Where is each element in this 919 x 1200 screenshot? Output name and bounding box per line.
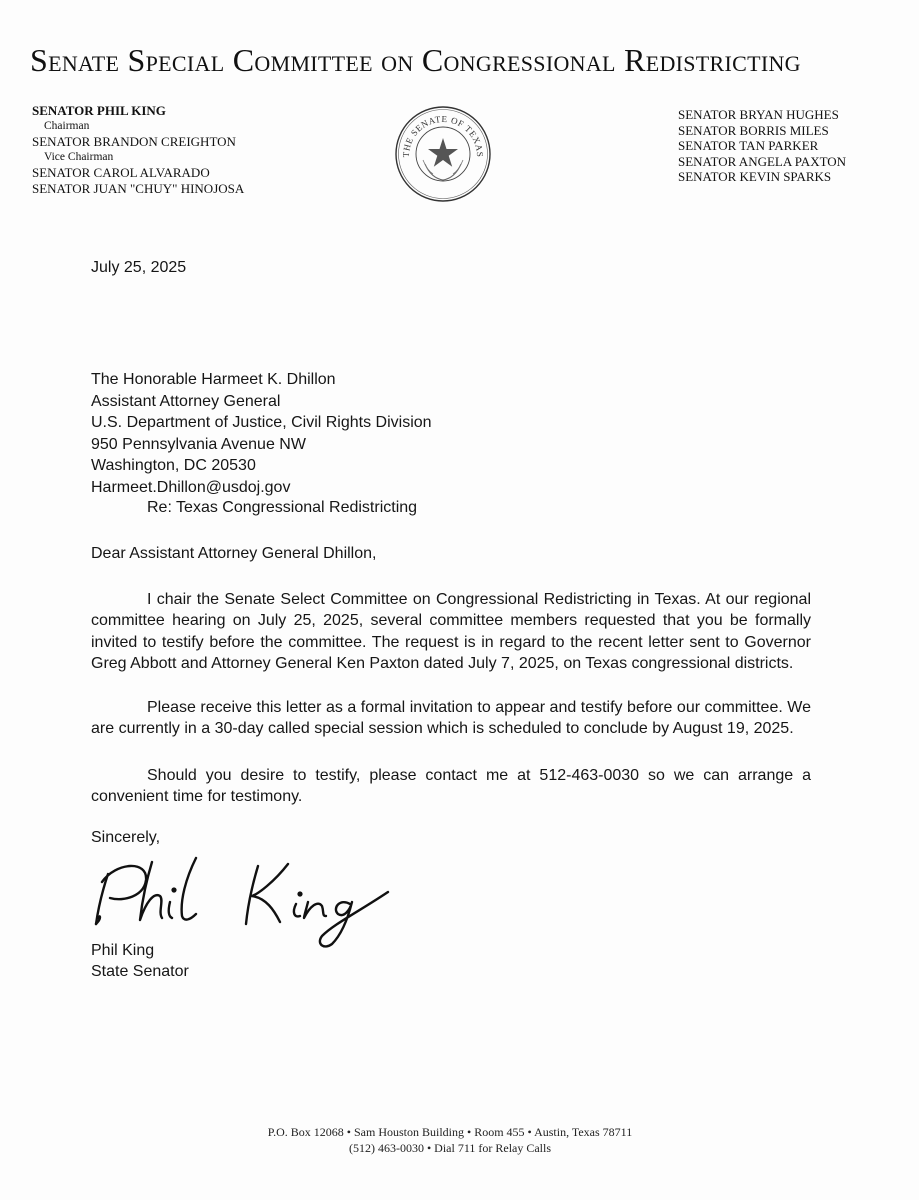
recipient-line: U.S. Department of Justice, Civil Rights Division — [91, 414, 432, 432]
footer-phone: (512) 463-0030 • Dial 711 for Relay Calls — [348, 1141, 552, 1155]
letter-footer — [190, 1124, 710, 1156]
paragraph-text: Should you desire to testify, please contact me at 512-463-0030 so we can arrange a convenient time for testimony. — [91, 767, 811, 806]
member-name: SENATOR KEVIN SPARKS — [678, 169, 832, 184]
signer-title: State Senator — [91, 963, 189, 980]
body-paragraph — [91, 697, 811, 740]
recipient-line: 950 Pennsylvania Avenue NW — [91, 435, 306, 453]
paragraph-text: I chair the Senate Select Committee on Congressional Redistricting in Texas. At our regional committee hearing on July 25, 2025, several committee members requested that you be formally invited to testify before the committee. The request is in regard to the recent letter sent to Governor Greg Abbott and Attorney General Ken Paxton dated July 7, 2025, on Texas congressional districts. — [91, 591, 811, 673]
recipient-email: Harmeet.Dhillon@usdoj.gov — [91, 478, 291, 496]
member-name: SENATOR BORRIS MILES — [678, 122, 829, 138]
member-role: Chairman — [44, 119, 90, 132]
subject-line: Re: Texas Congressional Redistricting — [147, 499, 418, 516]
recipient-address — [91, 369, 432, 499]
recipient-line: Washington, DC 20530 — [91, 457, 256, 475]
recipient-line: The Honorable Harmeet K. Dhillon — [91, 371, 336, 388]
member-name: SENATOR JUAN "CHUY" HINOJOSA — [32, 180, 245, 196]
seal-text: THE SENATE OF TEXAS — [400, 113, 486, 158]
signer-block — [91, 940, 189, 982]
member-name: SENATOR TAN PARKER — [678, 138, 819, 153]
member-name: SENATOR BRYAN HUGHES — [678, 107, 839, 122]
body-paragraph — [91, 589, 811, 675]
senate-seal-icon — [393, 104, 493, 204]
member-name: SENATOR CAROL ALVARADO — [32, 165, 210, 180]
salutation: Dear Assistant Attorney General Dhillon, — [91, 545, 377, 562]
footer-address: P.O. Box 12068 • Sam Houston Building • Room 455 • Austin, Texas 78711 — [267, 1125, 633, 1139]
closing: Sincerely, — [91, 829, 161, 846]
right-member-list — [678, 107, 846, 185]
member-name: SENATOR BRANDON CREIGHTON — [32, 134, 236, 149]
letter-date: July 25, 2025 — [91, 259, 187, 276]
member-name: SENATOR ANGELA PAXTON — [678, 153, 847, 169]
member-role: Vice Chairman — [44, 150, 114, 163]
recipient-line: Assistant Attorney General — [91, 392, 281, 410]
member-name: SENATOR PHIL KING — [32, 103, 166, 118]
body-paragraph — [91, 765, 811, 808]
signer-name: Phil King — [91, 942, 155, 959]
committee-title: Senate Special Committee on Congressional Redistricting — [30, 42, 801, 78]
left-member-list — [32, 103, 244, 196]
signature-icon — [88, 852, 398, 952]
paragraph-text: Please receive this letter as a formal invitation to appear and testify before our committee. We are currently in a 30-day called special session which is scheduled to conclude by August 19, 2025. — [91, 699, 811, 738]
